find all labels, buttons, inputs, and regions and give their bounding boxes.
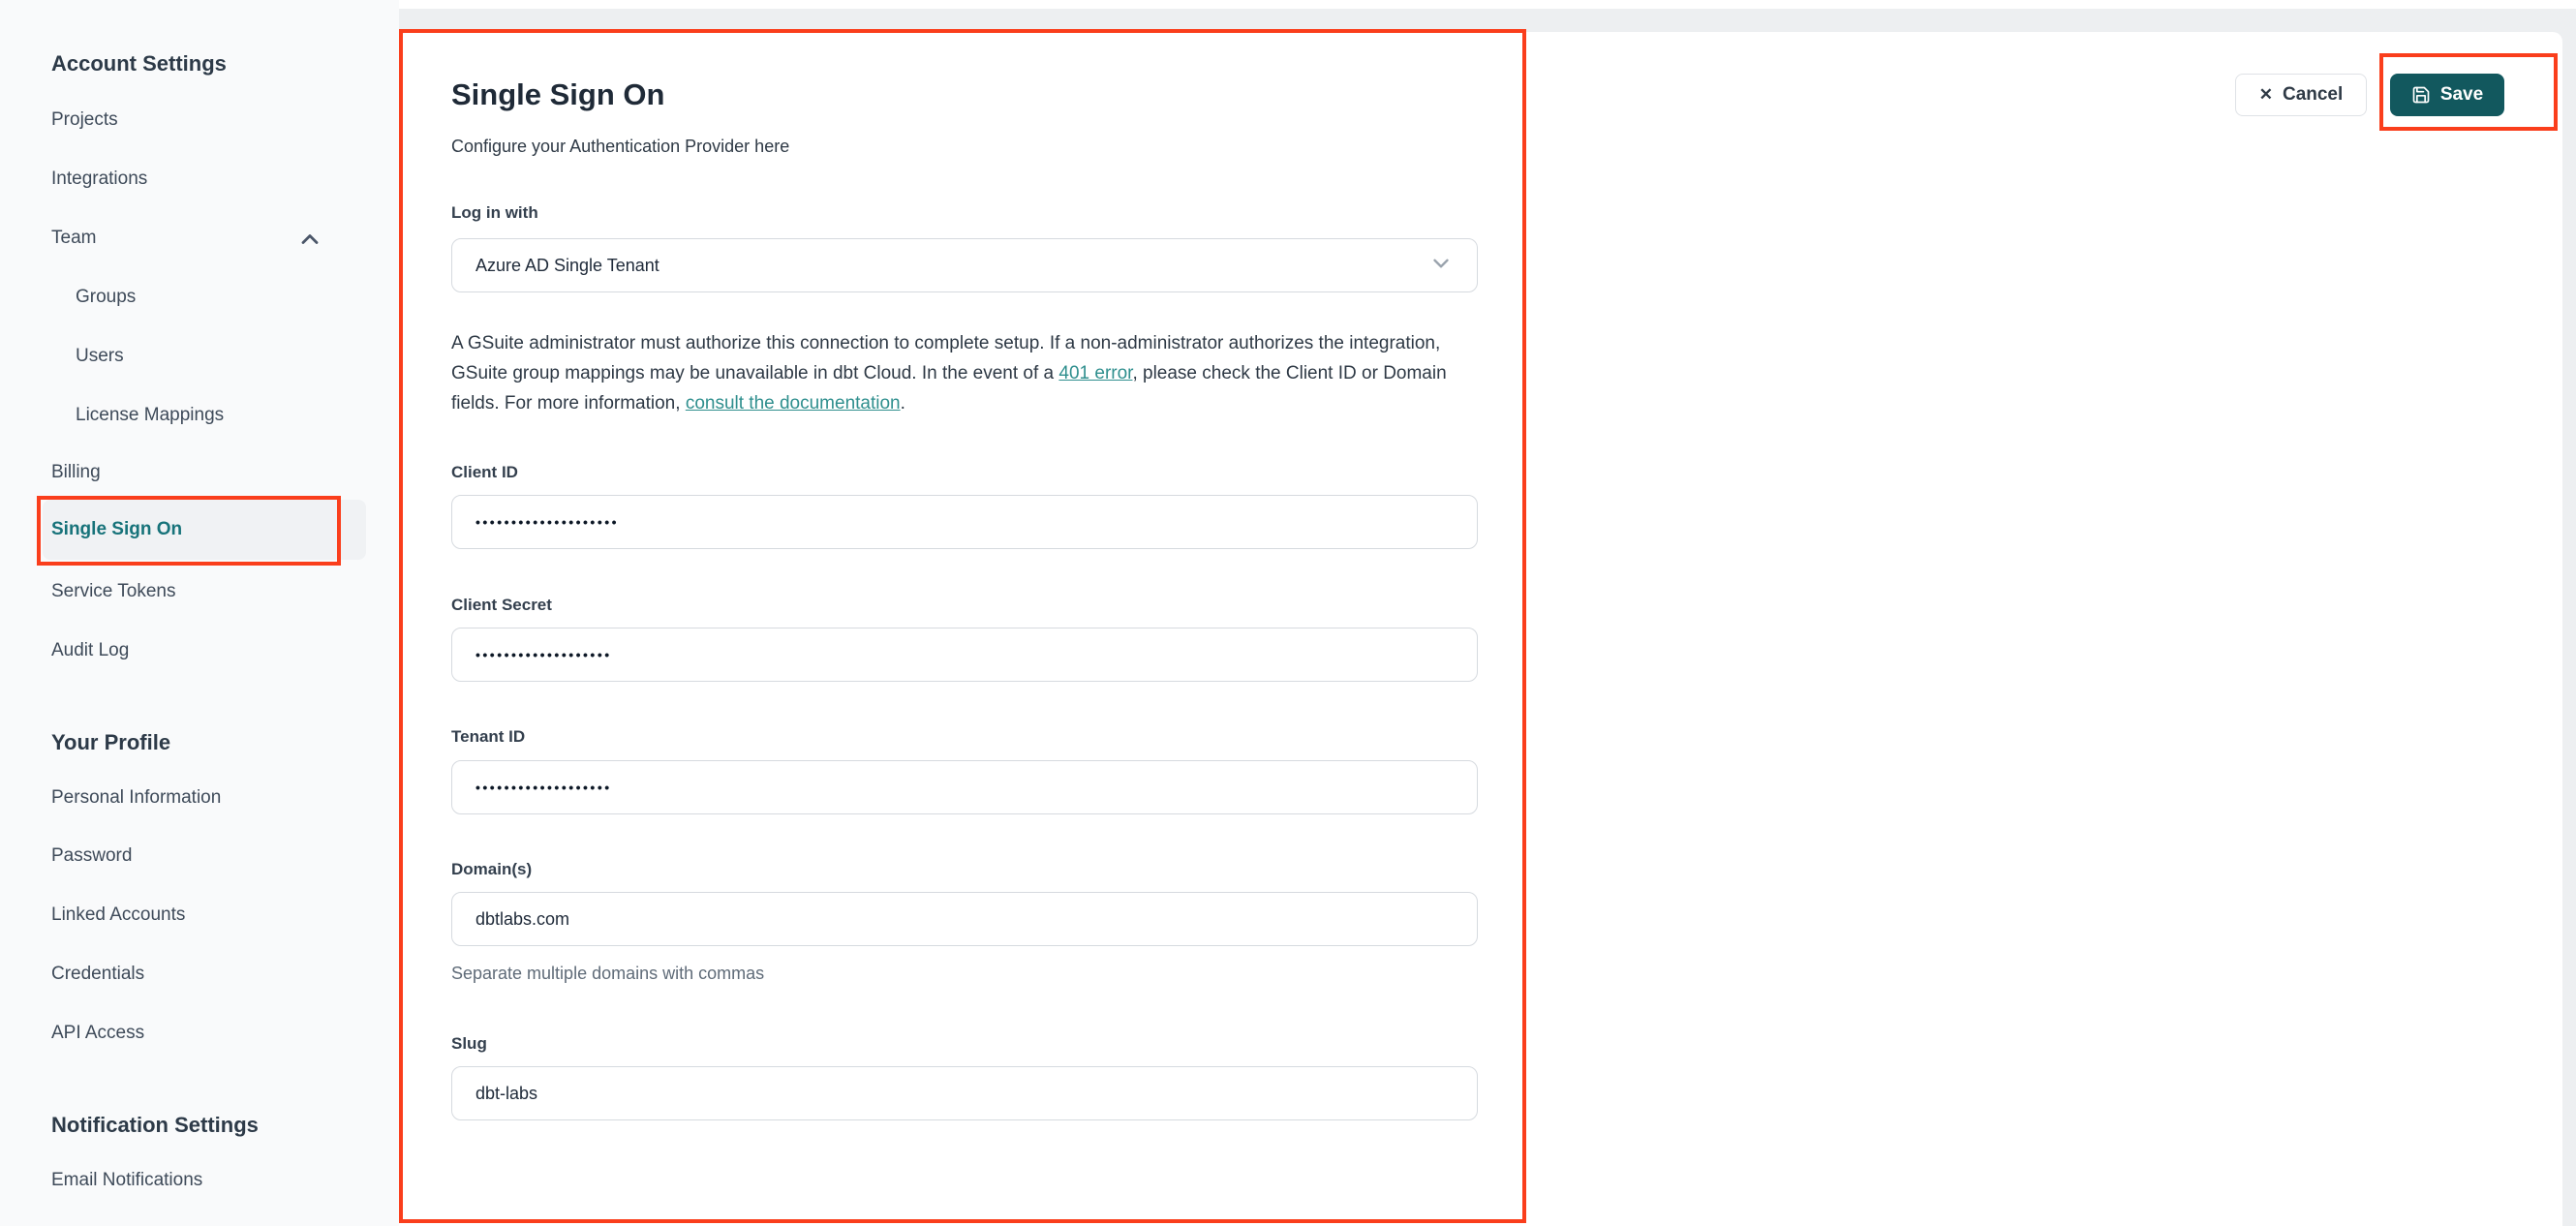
tenant-id-label: Tenant ID: [451, 727, 526, 746]
cancel-button-label: Cancel: [2282, 84, 2344, 105]
login-with-select[interactable]: [451, 238, 1478, 292]
page-subtitle: Configure your Authentication Provider here: [451, 137, 790, 156]
domains-label: Domain(s): [451, 860, 533, 878]
domains-helper-text: Separate multiple domains with commas: [451, 964, 765, 983]
close-icon: ✕: [2258, 85, 2273, 104]
login-with-label: Log in with: [451, 203, 538, 222]
cancel-button[interactable]: [2235, 74, 2367, 116]
sidebar-item-service-tokens[interactable]: Service Tokens: [51, 581, 176, 601]
tenant-id-input[interactable]: [451, 760, 1478, 814]
page-title: Single Sign On: [451, 77, 665, 111]
sidebar-item-password[interactable]: Password: [51, 845, 133, 866]
sidebar-item-billing[interactable]: Billing: [51, 462, 101, 482]
sidebar-heading-notification-settings: Notification Settings: [51, 1113, 259, 1137]
save-button-label: Save: [2439, 84, 2484, 105]
sidebar-item-projects[interactable]: Projects: [51, 109, 118, 130]
notice-part2: , please check the Client ID or Domain fields. For more information,: [451, 363, 1447, 414]
sidebar-item-email-notifications[interactable]: Email Notifications: [51, 1170, 203, 1190]
chevron-up-icon[interactable]: [296, 226, 323, 258]
notice-part1: A GSuite administrator must authorize this connection to complete setup. If a non-administrator authorizes the integration, GSuite group mappings may be unavailable in dbt Cloud. In the event of a: [451, 333, 1441, 383]
sidebar-item-integrations[interactable]: Integrations: [51, 169, 148, 189]
sidebar-item-groups[interactable]: Groups: [76, 287, 137, 307]
top-card-edge: [399, 0, 2576, 9]
sidebar-item-team[interactable]: Team: [51, 228, 97, 248]
sidebar-heading-account-settings: Account Settings: [51, 51, 227, 76]
consult-documentation-link[interactable]: consult the documentation: [685, 393, 901, 414]
domains-input[interactable]: [451, 892, 1478, 946]
sidebar-heading-your-profile: Your Profile: [51, 730, 171, 754]
slug-input[interactable]: [451, 1066, 1478, 1120]
client-id-label: Client ID: [451, 463, 518, 481]
slug-label: Slug: [451, 1034, 487, 1053]
sidebar-item-linked-accounts[interactable]: Linked Accounts: [51, 904, 186, 925]
chevron-down-icon: [1428, 251, 1454, 281]
gsuite-notice-text: [451, 328, 1482, 418]
client-id-input[interactable]: [451, 495, 1478, 549]
client-secret-input[interactable]: [451, 628, 1478, 682]
401-error-link[interactable]: 401 error: [1058, 363, 1133, 383]
save-floppy-icon: [2411, 85, 2431, 105]
sidebar-item-personal-information[interactable]: Personal Information: [51, 787, 222, 808]
sidebar-item-license-mappings[interactable]: License Mappings: [76, 405, 225, 425]
sidebar-item-api-access[interactable]: API Access: [51, 1023, 145, 1043]
sidebar-item-single-sign-on[interactable]: Single Sign On: [51, 519, 183, 539]
sidebar-item-credentials[interactable]: Credentials: [51, 964, 145, 984]
notice-part3: .: [900, 393, 905, 414]
sidebar-item-users[interactable]: Users: [76, 346, 124, 366]
sidebar-item-audit-log[interactable]: Audit Log: [51, 640, 130, 660]
login-with-selected-value: Azure AD Single Tenant: [475, 255, 659, 275]
settings-sidebar: [0, 0, 399, 1226]
save-button[interactable]: [2390, 74, 2504, 116]
client-secret-label: Client Secret: [451, 596, 552, 614]
